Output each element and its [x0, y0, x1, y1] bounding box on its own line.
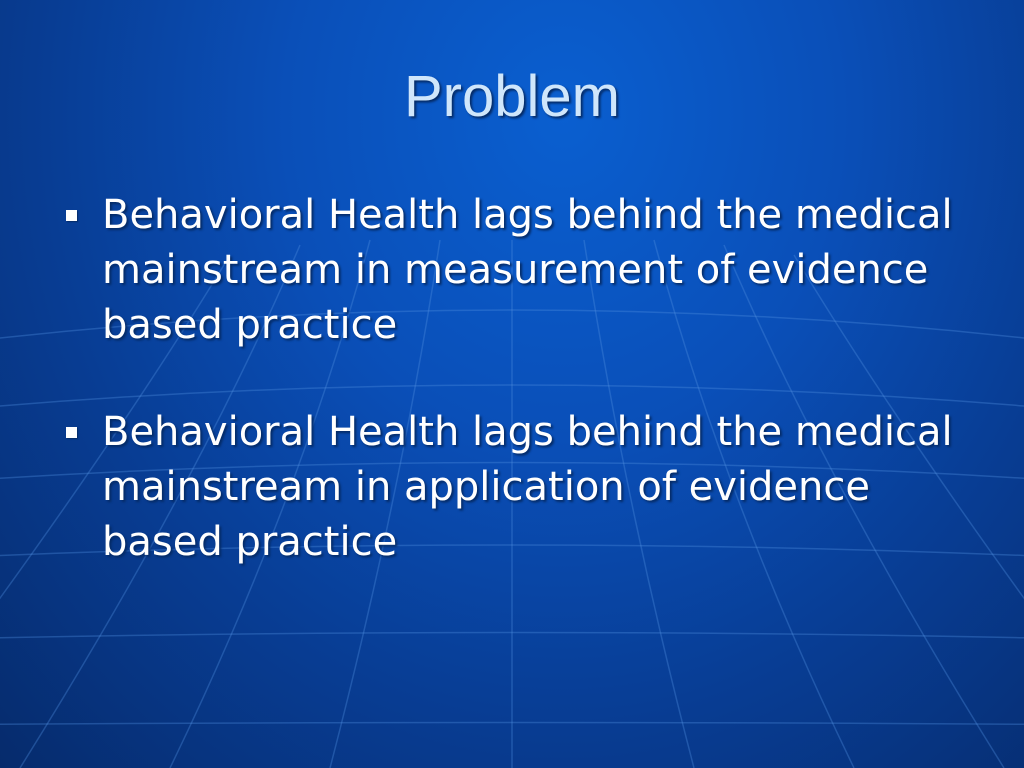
- bullet-text: Behavioral Health lags behind the medical mainstream in measurement of evidence based practice: [102, 192, 953, 348]
- slide-title: Problem: [404, 64, 620, 129]
- bullet-list: [60, 188, 980, 622]
- square-bullet-icon: [66, 427, 77, 438]
- bullet-text: Behavioral Health lags behind the medical mainstream in application of evidence based practice: [102, 409, 953, 565]
- bullet-item: [60, 405, 980, 570]
- square-bullet-icon: [66, 210, 77, 221]
- bullet-item: [60, 188, 980, 353]
